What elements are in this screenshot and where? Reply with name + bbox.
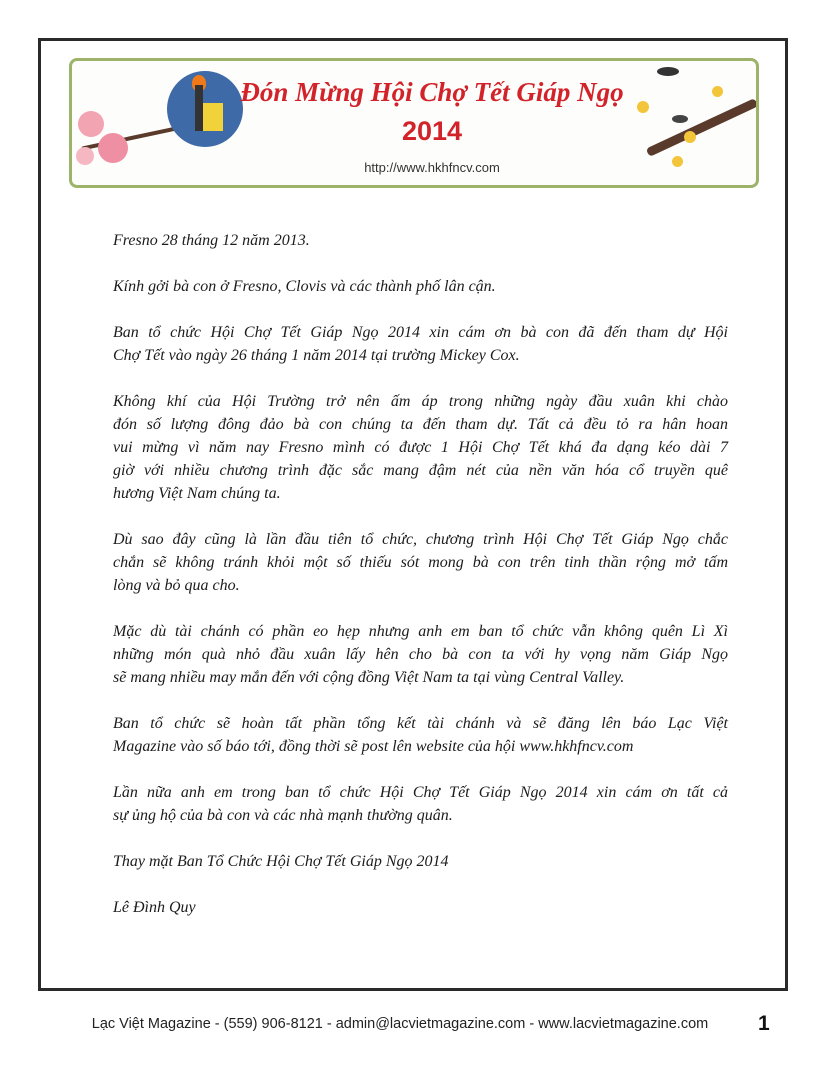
paragraph-line: hương Việt Nam chúng ta. (113, 485, 281, 502)
paragraph-line: những món quà nhỏ đầu xuân lấy hên cho bà con ta với hy vọng năm Giáp Ngọ (113, 646, 728, 663)
paragraph-line: Lần nữa anh em trong ban tổ chức Hội Chợ Tết Giáp Ngọ 2014 xin cám ơn tất cả (113, 784, 728, 801)
footer-contact: Lạc Việt Magazine - (559) 906-8121 - admin@lacvietmagazine.com - www.lacvietmagazine.com (91, 1016, 709, 1032)
apricot-blossom-icon (672, 156, 683, 167)
paragraph-line: sự ủng hộ của bà con và các nhà mạnh thường quân. (113, 807, 453, 824)
apricot-branch-icon (646, 98, 759, 157)
paragraph-line: sẽ mang nhiều may mắn đến với cộng đồng Việt Nam ta tại vùng Central Valley. (113, 669, 625, 686)
letter-paragraph (113, 528, 728, 597)
paragraph-line: Kính gởi bà con ở Fresno, Clovis và các thành phố lân cận. (113, 278, 496, 295)
paragraph-line: Dù sao đây cũng là lần đầu tiên tổ chức, chương trình Hội Chợ Tết Giáp Ngọ chắc (113, 531, 728, 548)
bird-icon (657, 67, 679, 76)
apricot-blossom-icon (684, 131, 696, 143)
torch-icon (195, 85, 203, 131)
paragraph-line: Magazine vào số báo tới, đồng thời sẽ post lên website của hội www.hkhfncv.com (113, 738, 634, 755)
paragraph-line: Ban tổ chức sẽ hoàn tất phần tổng kết tài chánh và sẽ đăng lên báo Lạc Việt (113, 715, 728, 732)
letter-paragraph (113, 712, 728, 758)
page-frame (38, 38, 788, 991)
paragraph-line: Mặc dù tài chánh có phần eo hẹp nhưng anh em ban tổ chức vẫn không quên Lì Xì (113, 623, 728, 640)
banner-url: http://www.hkhfncv.com (364, 160, 500, 175)
letter-paragraph (113, 850, 728, 873)
paragraph-line: Ban tổ chức Hội Chợ Tết Giáp Ngọ 2014 xin cám ơn bà con đã đến tham dự Hội (113, 324, 728, 341)
letter-paragraph (113, 321, 728, 367)
banner-year: 2014 (401, 116, 463, 146)
paragraph-line: đón số lượng đông đảo bà con chúng ta đến tham dự. Tất cả đều tỏ ra hân hoan (113, 416, 728, 433)
paragraph-line: Fresno 28 tháng 12 năm 2013. (113, 232, 310, 249)
apricot-blossom-icon (712, 86, 723, 97)
apricot-blossom-icon (637, 101, 649, 113)
letter-paragraph (113, 229, 728, 252)
paragraph-line: Không khí của Hội Trường trở nên ấm áp trong những ngày đầu xuân khi chào (113, 393, 728, 410)
peach-blossom-icon (98, 133, 128, 163)
book-icon (203, 103, 223, 131)
bird-icon (672, 115, 688, 123)
paragraph-line: chắn sẽ không tránh khỏi một số thiếu sót mong bà con trên tinh thần rộng mở tấm (113, 554, 728, 571)
letter-paragraph (113, 620, 728, 689)
letter-paragraph (113, 390, 728, 505)
peach-blossom-icon (76, 147, 94, 165)
paragraph-line: Thay mặt Ban Tổ Chức Hội Chợ Tết Giáp Ngọ 2014 (113, 853, 449, 870)
page-number: 1 (758, 1012, 770, 1035)
letter-paragraph (113, 275, 728, 298)
paragraph-line: Lê Đình Quy (113, 899, 196, 916)
event-banner (69, 58, 759, 188)
letter-body (113, 229, 728, 942)
letter-paragraph (113, 896, 728, 919)
peach-blossom-icon (78, 111, 104, 137)
banner-title: Đón Mừng Hội Chợ Tết Giáp Ngọ (240, 77, 624, 107)
paragraph-line: Chợ Tết vào ngày 26 tháng 1 năm 2014 tại trường Mickey Cox. (113, 347, 520, 364)
paragraph-line: vui mừng vì năm nay Fresno mình có được 1 Hội Chợ Tết khá đa dạng kéo dài 7 (113, 439, 728, 456)
paragraph-line: giờ với nhiều chương trình đặc sắc mang đậm nét của nền văn hóa cổ truyền quê (113, 462, 728, 479)
paragraph-line: lòng và bỏ qua cho. (113, 577, 240, 594)
letter-paragraph (113, 781, 728, 827)
